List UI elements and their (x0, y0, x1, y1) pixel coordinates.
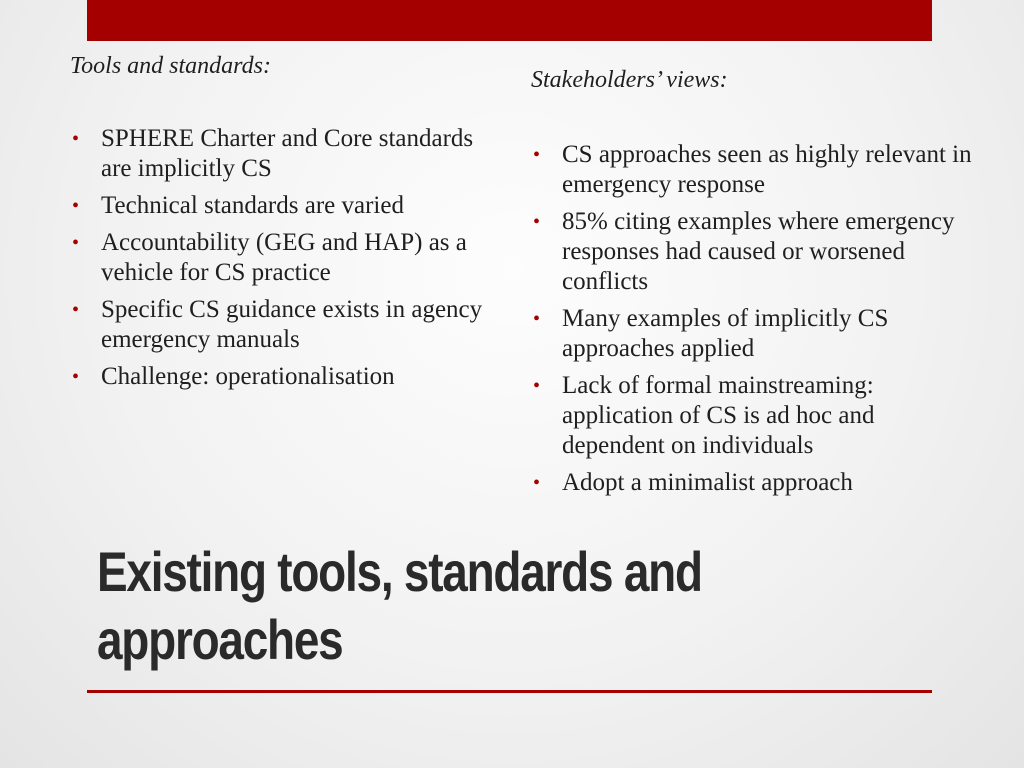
title-underline (87, 690, 932, 693)
left-column (70, 52, 490, 399)
bullet-icon: • (72, 128, 80, 150)
bullet-text: Adopt a minimalist approach (562, 469, 853, 496)
list-item (531, 304, 981, 364)
bullet-text: Specific CS guidance exists in agency emergency manuals (101, 296, 483, 353)
slide-title: Existing tools, standards and approaches (97, 540, 702, 671)
list-item (531, 207, 981, 297)
bullet-icon: • (533, 472, 541, 494)
bullet-text: Technical standards are varied (101, 192, 404, 219)
bullet-text: Challenge: operationalisation (101, 363, 395, 390)
right-bullet-list (531, 140, 981, 498)
bullet-text: 85% citing examples where emergency responses had caused or worsened conflicts (562, 208, 955, 295)
bullet-text: Many examples of implicitly CS approaches applied (562, 305, 889, 362)
bullet-icon: • (533, 211, 541, 233)
list-item (70, 295, 490, 355)
bullet-icon: • (72, 195, 80, 217)
list-item (531, 140, 981, 200)
bullet-icon: • (72, 299, 80, 321)
bullet-icon: • (72, 366, 80, 388)
left-column-heading: Tools and standards: (70, 53, 271, 79)
list-item (531, 371, 981, 461)
bullet-icon: • (72, 232, 80, 254)
bullet-icon: • (533, 308, 541, 330)
bullet-text: SPHERE Charter and Core standards are implicitly CS (101, 125, 474, 182)
right-column (531, 66, 981, 505)
bullet-icon: • (533, 375, 541, 397)
bullet-text: Accountability (GEG and HAP) as a vehicle for CS practice (101, 229, 467, 286)
list-item (70, 124, 490, 184)
bullet-text: CS approaches seen as highly relevant in emergency response (562, 141, 972, 198)
list-item (70, 228, 490, 288)
left-bullet-list (70, 124, 490, 392)
list-item (70, 191, 490, 221)
bullet-icon: • (533, 144, 541, 166)
bullet-text: Lack of formal mainstreaming: application of CS is ad hoc and dependent on individuals (562, 372, 875, 459)
list-item (70, 362, 490, 392)
list-item (531, 468, 981, 498)
right-column-heading: Stakeholders’ views: (531, 67, 728, 93)
top-accent-bar (87, 0, 932, 41)
